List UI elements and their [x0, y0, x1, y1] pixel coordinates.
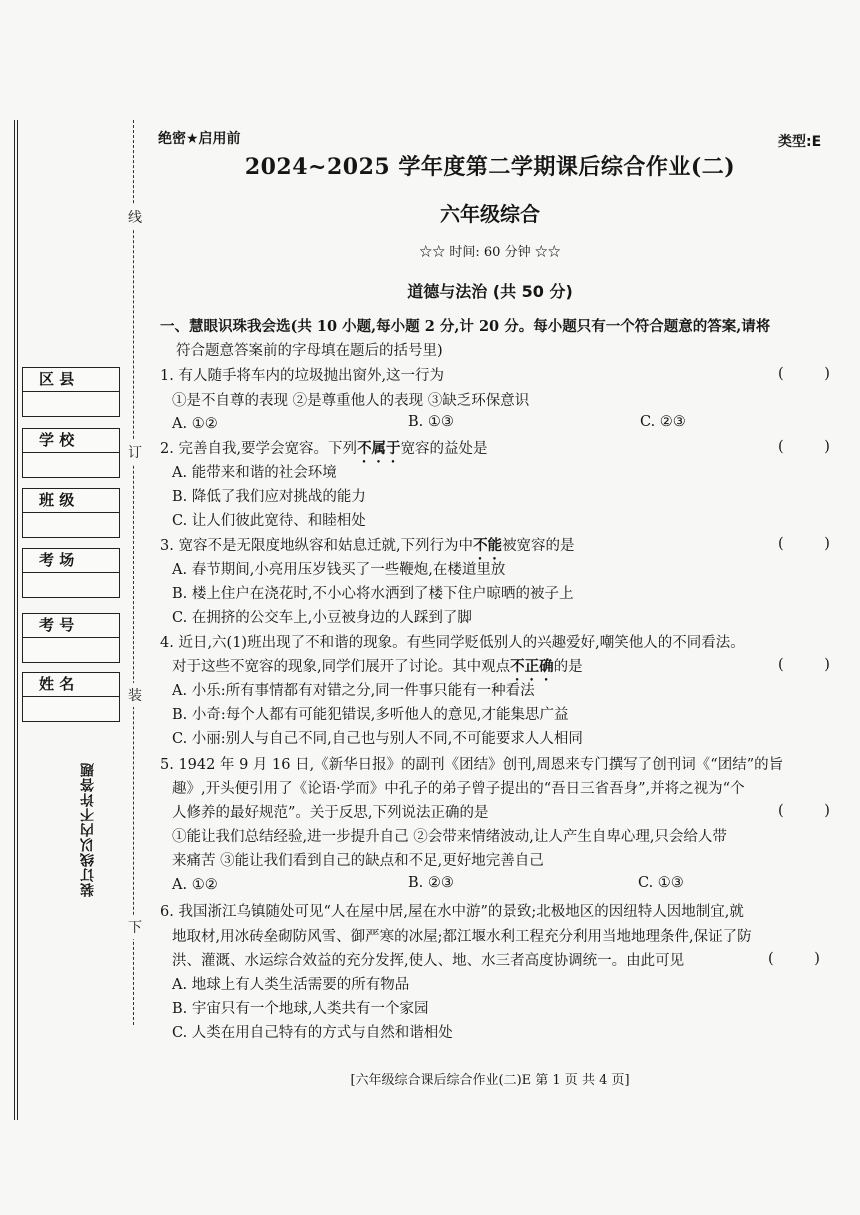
field-box-number[interactable]: [22, 613, 120, 663]
q3-option-a[interactable]: A. 春节期间,小亮用压岁钱买了一些鞭炮,在楼道里放: [172, 562, 506, 578]
q3-stem-pre: 3. 宽容不是无限度地纵容和姑息迁就,下列行为中: [160, 538, 474, 554]
q5-option-b[interactable]: B. ②③: [408, 875, 454, 891]
field-label-room: 考 场: [39, 551, 75, 569]
subject-heading: 道德与法治 (共 50 分): [407, 282, 573, 301]
q1-option-b[interactable]: B. ①③: [408, 414, 454, 430]
q4-stem-2: [172, 657, 583, 684]
q6-stem-3: 洪、灌溉、水运综合效益的充分发挥,使人、地、水三者高度协调统一。由此可见: [172, 953, 685, 969]
q6-option-a[interactable]: A. 地球上有人类生活需要的所有物品: [172, 977, 410, 993]
q5-stem-3: 人修养的最好规范”。关于反思,下列说法正确的是: [172, 805, 489, 821]
q4-stem-1: 4. 近日,六(1)班出现了不和谐的现象。有些同学贬低别人的兴趣爱好,嘲笑他人的不同看法。: [160, 635, 745, 651]
q3-option-b[interactable]: B. 楼上住户在浇花时,不小心将水洒到了楼下住户晾晒的被子上: [172, 586, 574, 602]
q4-stem-emphasis: 不正确: [510, 658, 554, 675]
q2-option-b[interactable]: B. 降低了我们应对挑战的能力: [172, 489, 366, 505]
q4-answer-blank[interactable]: ( ): [778, 657, 848, 673]
q6-stem-1: 6. 我国浙江乌镇随处可见“人在屋中居,屋在水中游”的景致;北极地区的因纽特人因地制宜,就: [160, 904, 744, 920]
field-label-class: 班 级: [39, 491, 75, 509]
field-label-name: 姓 名: [39, 675, 75, 693]
q1-answer-blank[interactable]: ( ): [778, 366, 848, 382]
binding-mark-below: 下: [128, 915, 142, 939]
q1-statements: ①是不自尊的表现 ②是尊重他人的表现 ③缺乏环保意识: [172, 393, 530, 409]
q5-statements-2: 来痛苦 ③能让我们看到自己的缺点和不足,更好地完善自己: [172, 853, 544, 869]
binding-line: [133, 120, 134, 1025]
section-heading: 一、慧眼识珠我会选(共 10 小题,每小题 2 分,计 20 分。每小题只有一个符合题意的答案,请将: [160, 318, 771, 335]
q6-option-c[interactable]: C. 人类在用自己特有的方式与自然和谐相处: [172, 1025, 453, 1041]
field-box-name[interactable]: [22, 672, 120, 722]
page-title: 2024~2025 学年度第二学期课后综合作业(二): [244, 154, 736, 180]
q2-option-c[interactable]: C. 让人们彼此宽待、和睦相处: [172, 513, 366, 529]
q3-answer-blank[interactable]: ( ): [778, 536, 848, 552]
binding-mark-bind: 装: [128, 683, 142, 707]
q6-answer-blank[interactable]: ( ): [768, 951, 838, 967]
q6-stem-2: 地取材,用冰砖垒砌防风雪、御严寒的冰屋;都江堰水利工程充分利用当地地理条件,保证了防: [172, 929, 752, 945]
type-label: 类型:E: [778, 134, 822, 150]
q5-stem-1: 5. 1942 年 9 月 16 日,《新华日报》的副刊《团结》创刊,周恩来专门撰写了创刊词《“团结”的旨: [160, 757, 784, 773]
field-label-school: 学 校: [39, 431, 75, 449]
q1-option-a[interactable]: A. ①②: [172, 416, 218, 432]
field-box-district[interactable]: [22, 367, 120, 417]
q4-stem-pre: 对于这些不宽容的现象,同学们展开了讨论。其中观点: [172, 659, 511, 675]
q5-option-a[interactable]: A. ①②: [172, 877, 218, 893]
field-label-district: 区 县: [39, 370, 75, 388]
page-subtitle: 六年级综合: [440, 202, 540, 226]
field-label-number: 考 号: [39, 616, 75, 634]
field-box-school[interactable]: [22, 428, 120, 478]
q2-stem-emphasis: 不属于: [357, 440, 401, 457]
time-label: ☆☆ 时间: 60 分钟 ☆☆: [419, 245, 561, 260]
q5-option-c[interactable]: C. ①③: [638, 875, 684, 891]
section-heading-cont: 符合题意答案前的字母填在题后的括号里): [176, 343, 443, 359]
q2-stem-post: 宽容的益处是: [400, 441, 488, 457]
q4-option-a[interactable]: A. 小乐:所有事情都有对错之分,同一件事只能有一种看法: [172, 683, 535, 699]
binding-note: 装订线以内不许答题: [78, 735, 104, 925]
margin-line-inner: [17, 120, 18, 1120]
q5-answer-blank[interactable]: ( ): [778, 803, 848, 819]
q2-stem-pre: 2. 完善自我,要学会宽容。下列: [160, 441, 358, 457]
field-box-class[interactable]: [22, 488, 120, 538]
binding-mark-order: 订: [128, 440, 142, 464]
q3-stem: [160, 536, 575, 563]
secret-label: 绝密★启用前: [158, 131, 241, 147]
q4-option-c[interactable]: C. 小丽:别人与自己不同,自己也与别人不同,不可能要求人人相同: [172, 731, 583, 747]
q1-option-c[interactable]: C. ②③: [640, 414, 686, 430]
field-box-room[interactable]: [22, 548, 120, 598]
q4-stem-post: 的是: [553, 659, 583, 675]
page-footer: [六年级综合课后综合作业(二)E 第 1 页 共 4 页]: [350, 1073, 630, 1088]
q3-stem-emphasis: 不能: [473, 537, 503, 554]
q3-stem-post: 被宽容的是: [502, 538, 575, 554]
q5-statements-1: ①能让我们总结经验,进一步提升自己 ②会带来情绪波动,让人产生自卑心理,只会给人带: [172, 829, 727, 845]
q4-option-b[interactable]: B. 小奇:每个人都有可能犯错误,多听他人的意见,才能集思广益: [172, 707, 569, 723]
q2-stem: [160, 439, 488, 466]
q2-answer-blank[interactable]: ( ): [778, 439, 848, 455]
binding-mark-line: 线: [128, 205, 142, 229]
q5-stem-2: 趣》,开头便引用了《论语·学而》中孔子的弟子曾子提出的“吾日三省吾身”,并将之视为“个: [172, 781, 745, 797]
margin-line-outer: [14, 120, 15, 1120]
q6-option-b[interactable]: B. 宇宙只有一个地球,人类共有一个家园: [172, 1001, 429, 1017]
q3-option-c[interactable]: C. 在拥挤的公交车上,小豆被身边的人踩到了脚: [172, 610, 472, 626]
q2-option-a[interactable]: A. 能带来和谐的社会环境: [172, 465, 337, 481]
q1-stem: 1. 有人随手将车内的垃圾抛出窗外,这一行为: [160, 368, 445, 384]
